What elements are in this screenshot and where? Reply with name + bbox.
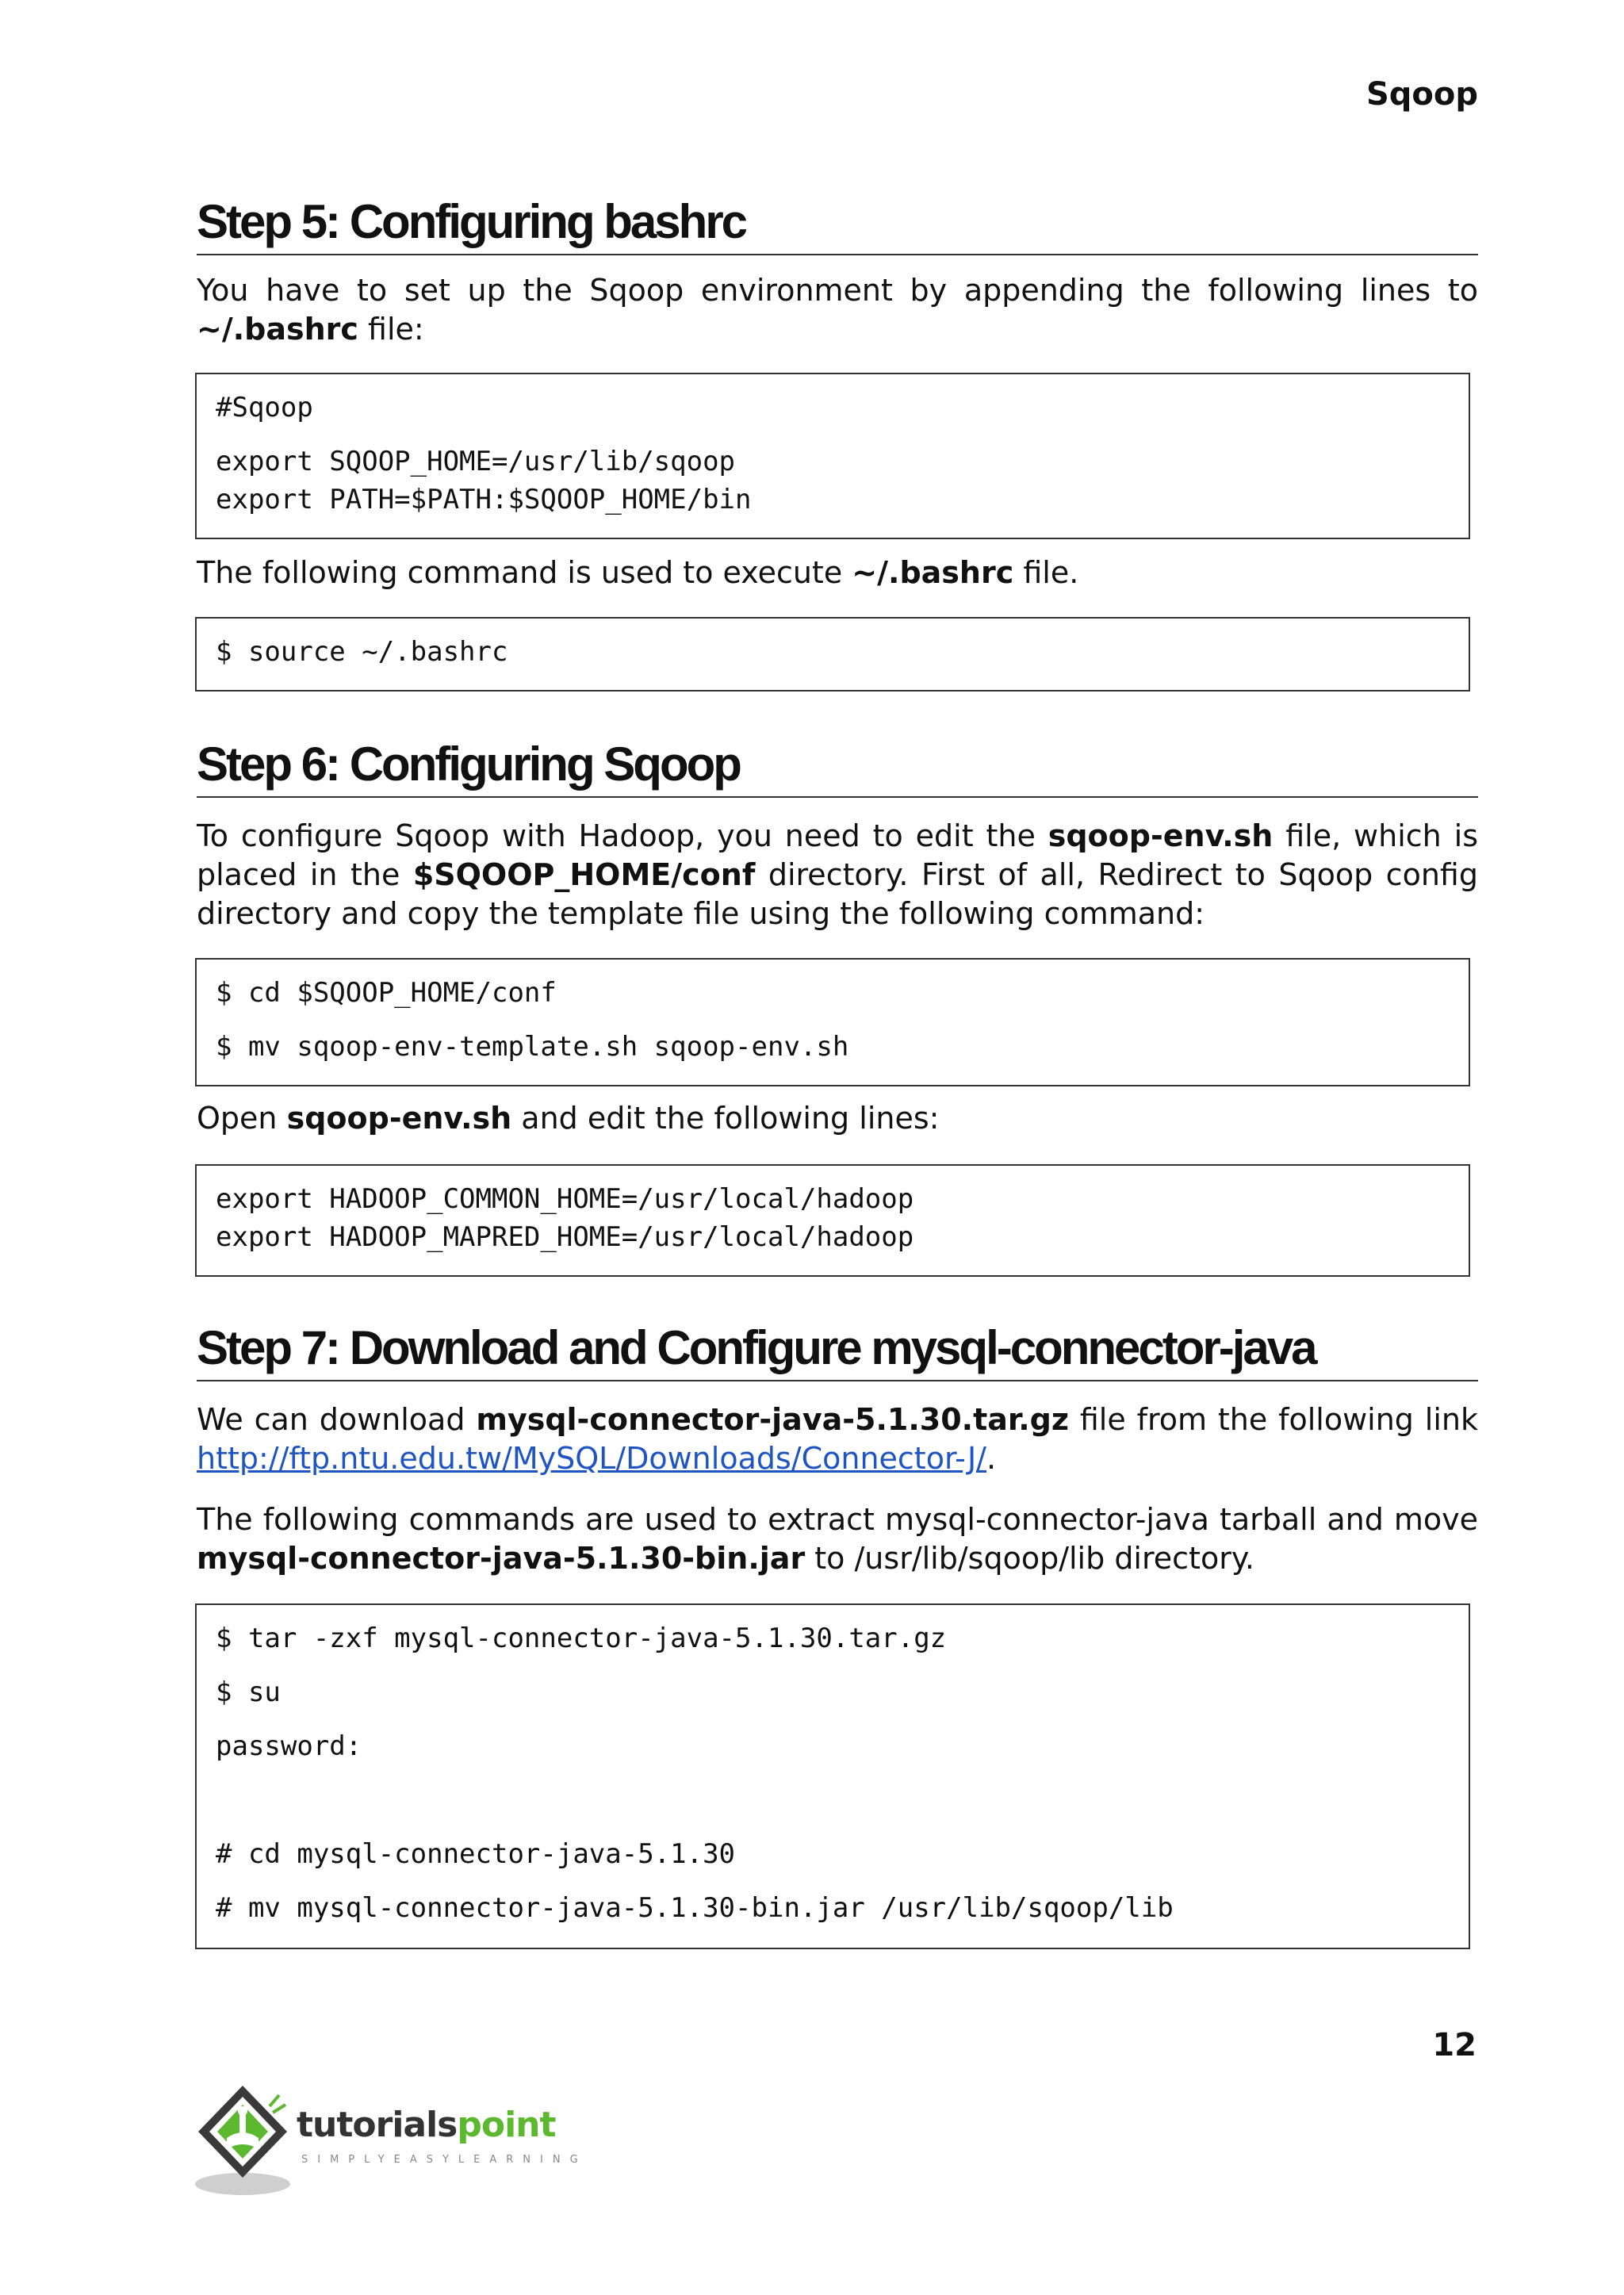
running-header: Sqoop	[1365, 76, 1478, 113]
step5-exec-paragraph: The following command is used to execute ~/.bashrc file.	[197, 555, 1079, 590]
code-line: $ su	[216, 1676, 281, 1708]
code-line: $ source ~/.bashrc	[216, 636, 508, 668]
code-line: password:	[216, 1730, 362, 1762]
code-block-bashrc	[195, 373, 1470, 539]
step7-heading: Step 7: Download and Configure mysql-connector-java	[197, 1320, 1478, 1381]
code-line: $ cd $SQOOP_HOME/conf	[216, 977, 557, 1009]
tutorialspoint-logo: tutorialspoint SIMPLYEASYLEARNING	[193, 2082, 558, 2201]
code-block-mysql-connector	[195, 1603, 1470, 1949]
code-line: #Sqoop	[216, 392, 313, 423]
code-line: $ tar -zxf mysql-connector-java-5.1.30.tar.gz	[216, 1623, 947, 1654]
code-line: $ mv sqoop-env-template.sh sqoop-env.sh	[216, 1031, 849, 1063]
step6-paragraph-1: To configure Sqoop with Hadoop, you need to edit the sqoop-env.sh file, which is placed in the $SQOOP_HOME/conf directory. First of all, Redirect to Sqoop config directory and copy the template file using the following command:	[197, 818, 1478, 931]
bashrc-filename: ~/.bashrc	[197, 312, 358, 347]
page-number: 12	[1432, 2027, 1477, 2063]
step6-paragraph-2: Open sqoop-env.sh and edit the following lines:	[197, 1101, 940, 1136]
code-block-hadoop-env	[195, 1164, 1470, 1277]
step5-intro-paragraph: You have to set up the Sqoop environment by appending the following lines to ~/.bashrc file:	[197, 273, 1478, 347]
logo-diamond-icon	[193, 2082, 297, 2201]
code-line: export HADOOP_MAPRED_HOME=/usr/local/hadoop	[216, 1221, 914, 1253]
code-block-conf	[195, 958, 1470, 1086]
step5-heading: Step 5: Configuring bashrc	[197, 193, 1478, 255]
code-line: export SQOOP_HOME=/usr/lib/sqoop	[216, 446, 736, 477]
code-line: # cd mysql-connector-java-5.1.30	[216, 1838, 736, 1870]
connector-download-link[interactable]: http://ftp.ntu.edu.tw/MySQL/Downloads/Connector-J/	[197, 1441, 986, 1476]
step6-heading: Step 6: Configuring Sqoop	[197, 736, 1478, 798]
code-line: export HADOOP_COMMON_HOME=/usr/local/hadoop	[216, 1183, 914, 1215]
bashrc-filename: ~/.bashrc	[852, 555, 1014, 590]
code-line: # mv mysql-connector-java-5.1.30-bin.jar /usr/lib/sqoop/lib	[216, 1892, 1174, 1924]
step7-paragraph-1: We can download mysql-connector-java-5.1.30.tar.gz file from the following link http://ftp.ntu.edu.tw/MySQL/Downloads/Connector-J/.	[197, 1402, 1478, 1476]
step7-paragraph-2: The following commands are used to extract mysql-connector-java tarball and move mysql-connector-java-5.1.30-bin.jar to /usr/lib/sqoop/lib directory.	[197, 1502, 1478, 1576]
code-block-source	[195, 617, 1470, 692]
code-line: export PATH=$PATH:$SQOOP_HOME/bin	[216, 484, 752, 515]
